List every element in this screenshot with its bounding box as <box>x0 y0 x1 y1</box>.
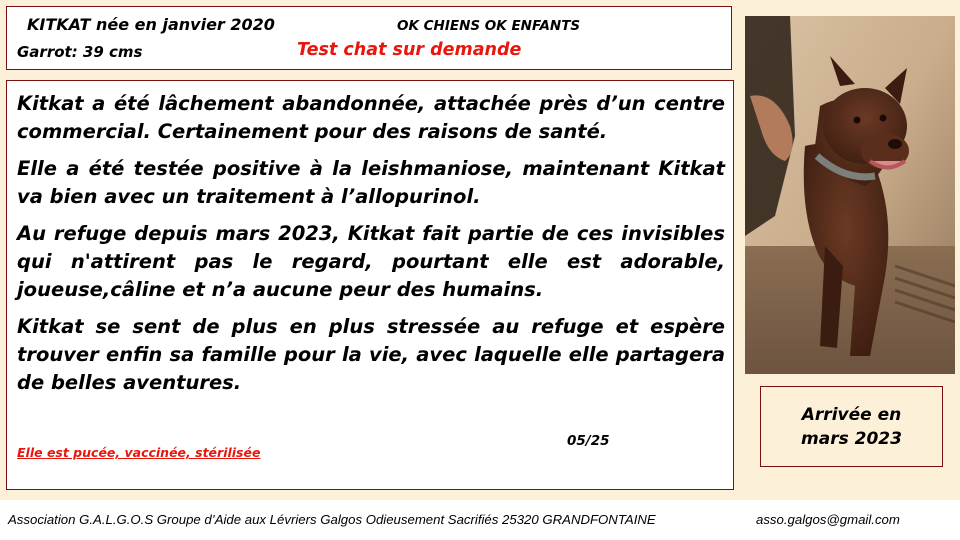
description-paragraph: Elle a été testée positive à la leishmaniose, maintenant Kitkat va bien avec un traitement à l’allopurinol. <box>17 157 725 208</box>
header-box <box>6 6 732 70</box>
withers-height: Garrot: 39 cms <box>17 43 143 61</box>
association-address: Association G.A.L.G.O.S Groupe d’Aide aux Lévriers Galgos Odieusement Sacrifiés 25320 GRANDFONTAINE <box>8 512 656 527</box>
health-footnote: Elle est pucée, vaccinée, stérilisée <box>17 445 261 460</box>
dog-photo-illustration <box>745 16 955 374</box>
description-paragraph: Kitkat a été lâchement abandonnée, attachée près d’un centre commercial. Certainement pour des raisons de santé. <box>17 92 725 143</box>
footer <box>8 512 958 527</box>
description-paragraph: Au refuge depuis mars 2023, Kitkat fait partie de ces invisibles qui n'attirent pas le regard, pourtant elle est adorable, joueuse,câline et n’a aucune peur des humains. <box>17 222 725 301</box>
date-code: 05/25 <box>567 433 610 449</box>
arrival-box <box>760 386 943 467</box>
contact-email: asso.galgos@gmail.com <box>756 512 900 527</box>
cat-test-note: Test chat sur demande <box>297 40 522 60</box>
description-paragraph: Kitkat se sent de plus en plus stressée au refuge et espère trouver enfin sa famille pour la vie, avec laquelle elle partagera de belles aventures. <box>17 315 725 394</box>
description-box <box>6 80 734 490</box>
compatibility-label: OK CHIENS OK ENFANTS <box>397 18 581 34</box>
dog-photo <box>745 16 955 374</box>
arrival-date: Arrivée en mars 2023 <box>801 404 902 449</box>
dog-name-birth: KITKAT née en janvier 2020 <box>27 15 275 34</box>
